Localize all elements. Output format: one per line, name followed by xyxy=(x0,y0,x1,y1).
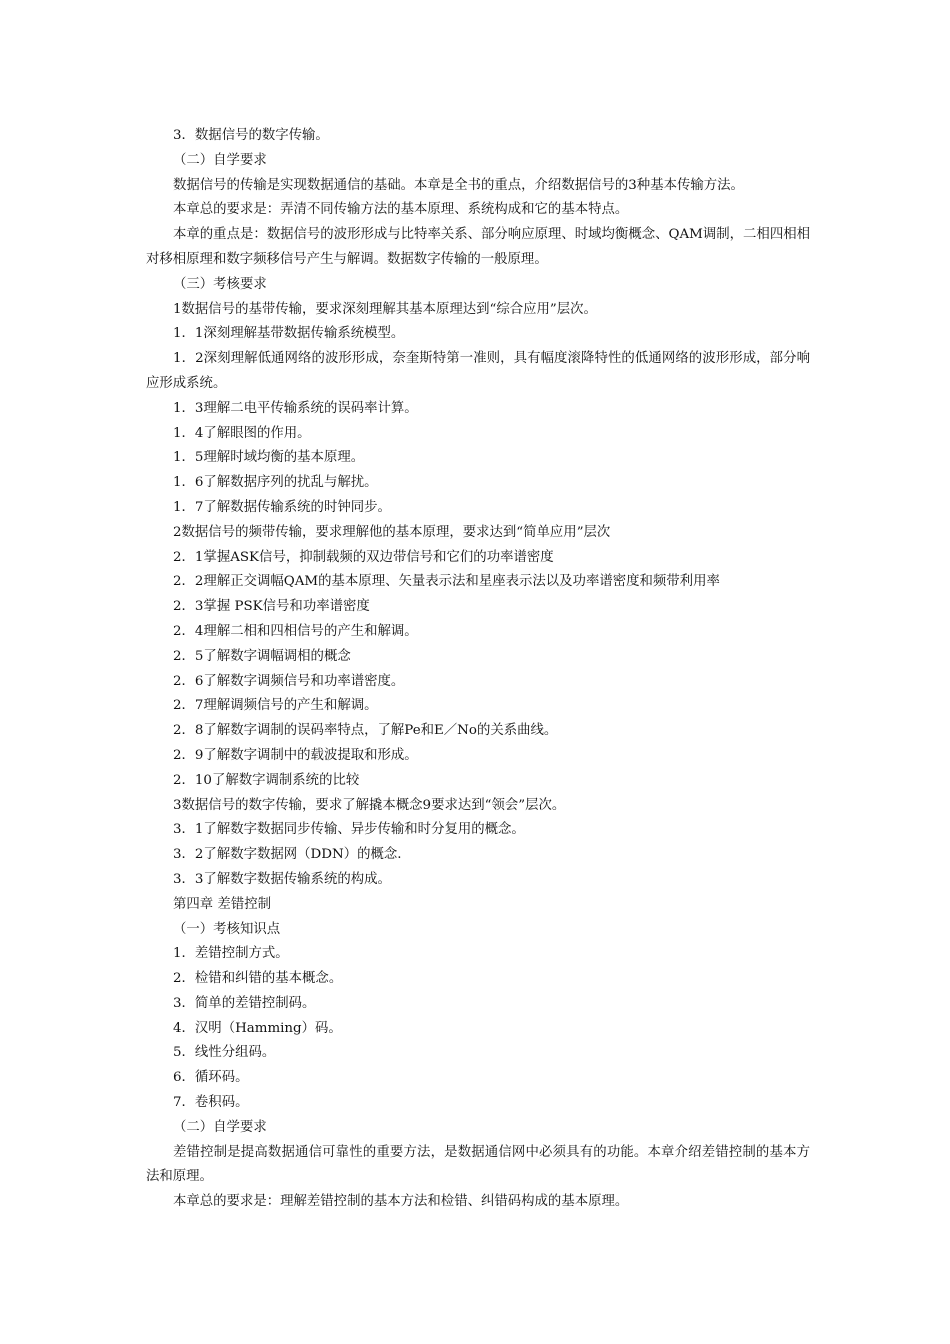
section-heading-assessment: （三）考核要求 xyxy=(173,276,267,292)
knowledge-item-5: 5．线性分组码。 xyxy=(173,1045,276,1061)
list-item-digital: 3数据信号的数字传输，要求了解撬本概念9要求达到“领会”层次。 xyxy=(173,797,566,813)
list-item-2-2: 2．2理解正交调幅QAM的基本原理、矢量表示法和星座表示法以及功率谱密度和频带利用率 xyxy=(173,574,720,590)
paragraph-error-control: 差错控制是提高数据通信可靠性的重要方法，是数据通信网中必须具有的功能。本章介绍差错控制的基本方法和原理。 xyxy=(146,1144,810,1185)
list-item-2-5: 2．5了解数字调幅调相的概念 xyxy=(173,648,351,664)
paragraph-chapter-requirement: 本章总的要求是：理解差错控制的基本方法和检错、纠错码构成的基本原理。 xyxy=(173,1194,629,1210)
list-item-1-7: 1．7了解数据传输系统的时钟同步。 xyxy=(173,499,391,515)
list-item-3-2: 3．2了解数字数据网（DDN）的概念. xyxy=(173,847,402,863)
list-item-baseband: 1数据信号的基带传输，要求深刻理解其基本原理达到“综合应用”层次。 xyxy=(173,301,597,317)
list-item-1-2: 1．2深刻理解低通网络的波形形成，奈奎斯特第一准则，具有幅度滚降特性的低通网络的波形形成，部分响应形成系统。 xyxy=(146,351,810,391)
list-item-1-4: 1．4了解眼图的作用。 xyxy=(173,425,311,441)
list-item-2-3: 2．3掌握 PSK信号和功率谱密度 xyxy=(173,599,370,615)
knowledge-item-6: 6．循环码。 xyxy=(173,1070,249,1086)
list-item-2-9: 2．9了解数字调制中的载波提取和形成。 xyxy=(173,747,418,763)
knowledge-item-3: 3．简单的差错控制码。 xyxy=(173,995,316,1011)
list-item-2-8: 2．8了解数字调制的误码率特点，了解Pe和E／No的关系曲线。 xyxy=(173,723,558,739)
list-item-3-1: 3．1了解数字数据同步传输、异步传输和时分复用的概念。 xyxy=(173,822,525,838)
list-item-2-6: 2．6了解数字调频信号和功率谱密度。 xyxy=(173,673,405,689)
knowledge-item-2: 2．检错和纠错的基本概念。 xyxy=(173,971,343,987)
list-item-3: 3．数据信号的数字传输。 xyxy=(173,128,329,143)
list-item-1-3: 1．3理解二电平传输系统的误码率计算。 xyxy=(173,400,418,416)
list-item-2-4: 2．4理解二相和四相信号的产生和解调。 xyxy=(173,623,418,639)
knowledge-item-4: 4．汉明（Hamming）码。 xyxy=(173,1020,342,1036)
list-item-2-7: 2．7理解调频信号的产生和解调。 xyxy=(173,698,378,714)
knowledge-item-1: 1．差错控制方式。 xyxy=(173,946,289,962)
list-item-1-6: 1．6了解数据序列的扰乱与解扰。 xyxy=(173,475,378,491)
chapter-title: 第四章 差错控制 xyxy=(173,896,271,912)
list-item-2-10: 2．10了解数字调制系统的比较 xyxy=(173,772,360,788)
list-item-2-1: 2．1掌握ASK信号，抑制载频的双边带信号和它们的功率谱密度 xyxy=(173,549,554,565)
paragraph-intro: 数据信号的传输是实现数据通信的基础。本章是全书的重点，介绍数据信号的3种基本传输方法。 xyxy=(173,177,744,193)
section-heading-self-study: （二）自学要求 xyxy=(173,152,267,168)
section-heading-knowledge-points: （一）考核知识点 xyxy=(173,921,281,937)
section-heading-self-study-2: （二）自学要求 xyxy=(173,1119,267,1135)
list-item-1-1: 1．1深刻理解基带数据传输系统模型。 xyxy=(173,326,405,342)
paragraph-general-requirement: 本章总的要求是：弄清不同传输方法的基本原理、系统构成和它的基本特点。 xyxy=(173,202,629,218)
knowledge-item-7: 7．卷积码。 xyxy=(173,1095,249,1111)
list-item-bandpass: 2数据信号的频带传输，要求理解他的基本原理，要求达到“简单应用”层次 xyxy=(173,524,611,540)
paragraph-key-points: 本章的重点是：数据信号的波形形成与比特率关系、部分响应原理、时域均衡概念、QAM调制，二相四相相对移相原理和数字频移信号产生与解调。数据数字传输的一般原理。 xyxy=(146,227,810,267)
document-body xyxy=(146,124,810,1215)
list-item-1-5: 1．5理解时域均衡的基本原理。 xyxy=(173,450,365,466)
list-item-3-3: 3．3了解数字数据传输系统的构成。 xyxy=(173,871,391,887)
